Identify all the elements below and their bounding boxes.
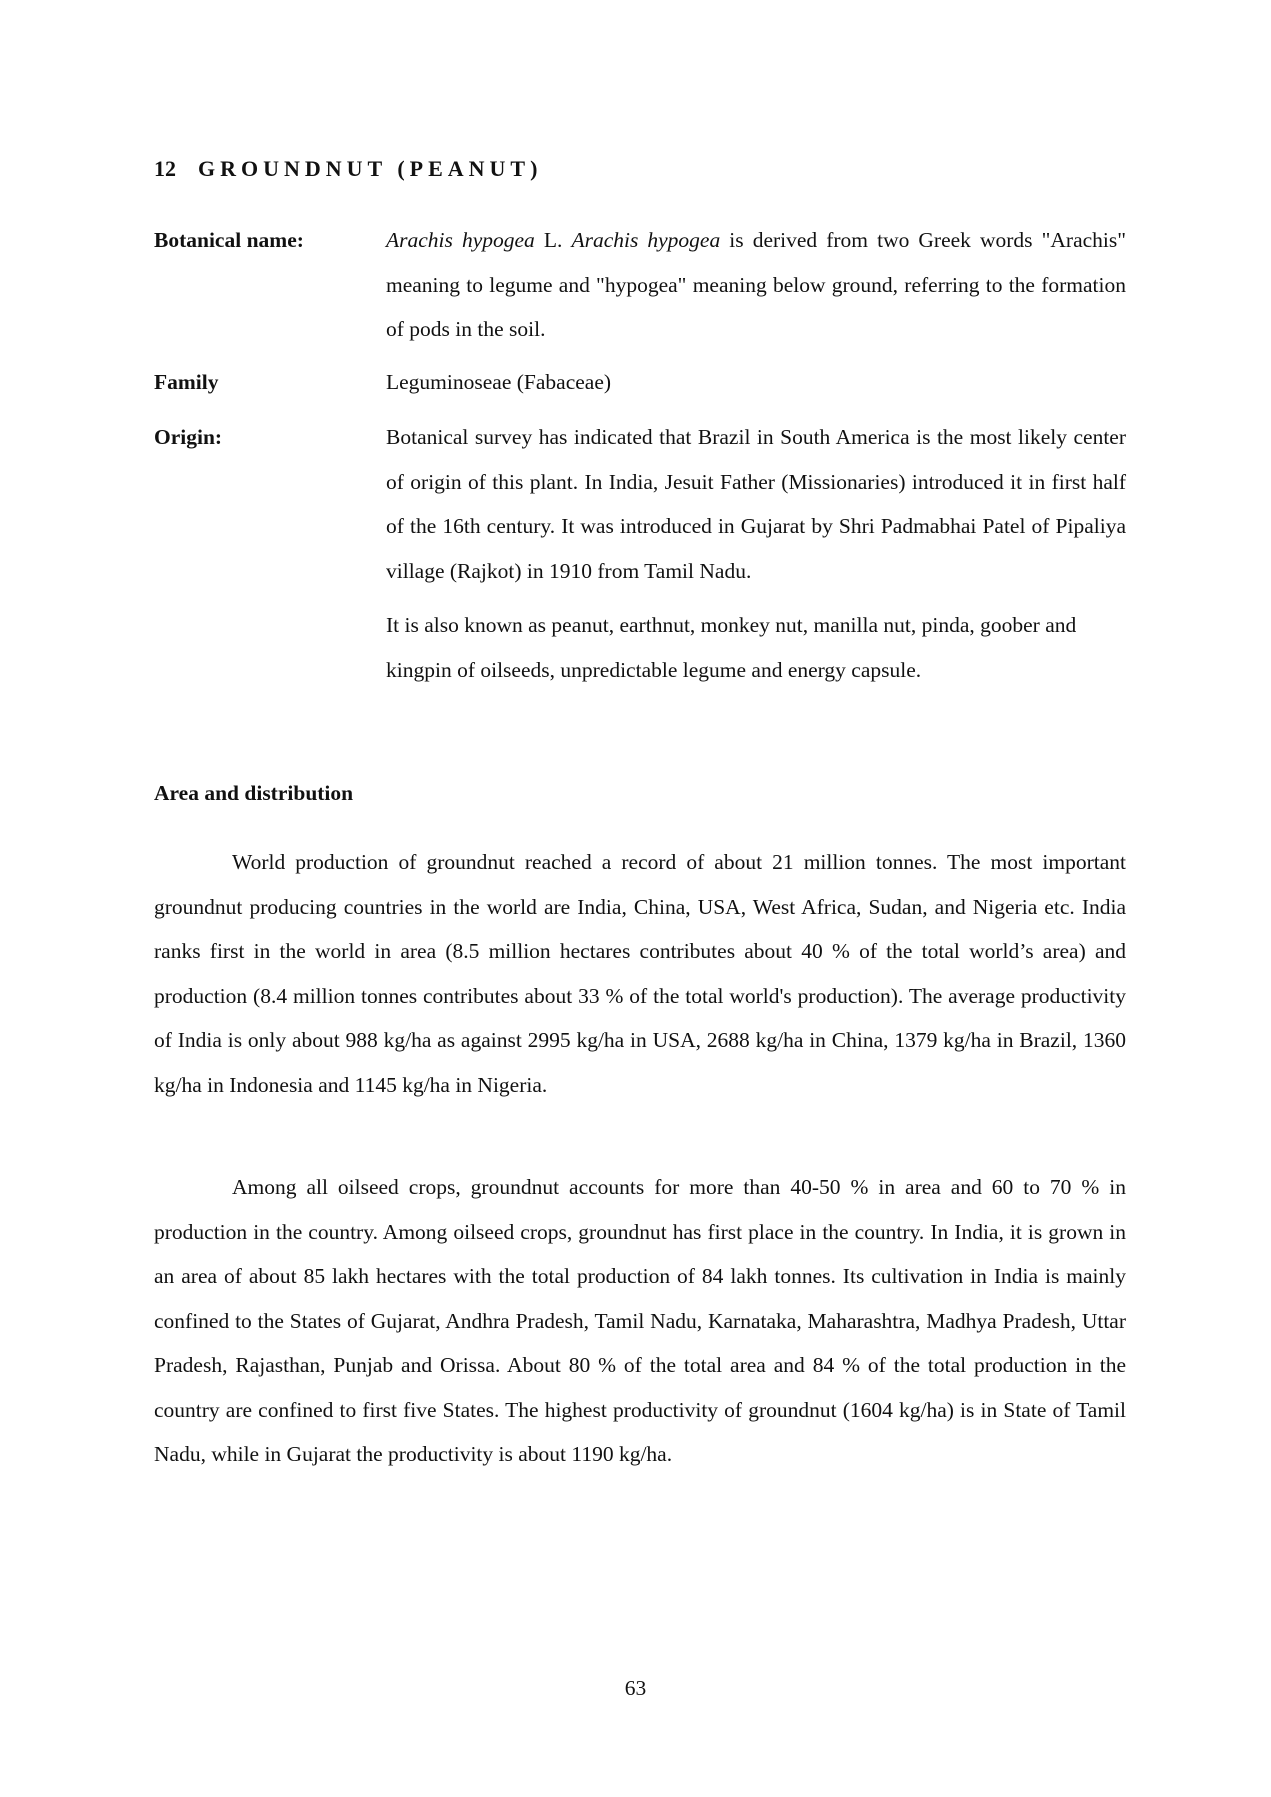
definition-label: Origin: [154,425,223,449]
chapter-heading [154,156,542,182]
paragraph: World production of groundnut reached a record of about 21 million tonnes. The most important groundnut producing countries in the world are India, China, USA, West Africa, Sudan, and Nigeria etc. India ranks first in the world in area (8.5 million hectares contributes about 40 % of the total world’s area) and production (8.4 million tonnes contributes about 33 % of the total world's production). The average productivity of India is only about 988 kg/ha as against 2995 kg/ha in USA, 2688 kg/ha in China, 1379 kg/ha in Brazil, 1360 kg/ha in Indonesia and 1145 kg/ha in Nigeria. [154,850,1126,1097]
definition-value [386,218,1126,352]
chapter-number: 12 [154,156,176,181]
definition-label: Botanical name: [154,228,304,252]
paragraph: Among all oilseed crops, groundnut accounts for more than 40-50 % in area and 60 to 70 % in production in the country. Among oilseed crops, groundnut has first place in the country. In India, it is grown in an area of about 85 lakh hectares with the total production of 84 lakh tonnes. Its cultivation in India is mainly confined to the States of Gujarat, Andhra Pradesh, Tamil Nadu, Karnataka, Maharashtra, Madhya Pradesh, Uttar Pradesh, Rajasthan, Punjab and Orissa. About 80 % of the total area and 84 % of the total production in the country are confined to first five States. The highest productivity of groundnut (1604 kg/ha) is in State of Tamil Nadu, while in Gujarat the productivity is about 1190 kg/ha. [154,1175,1126,1466]
etymology-text: is derived from two Greek words "Arachis" meaning to legume and "hypogea" meaning below ground, referring to the formation of pods in the soil. [386,228,1127,341]
section-heading: Area and distribution [154,781,354,805]
page-number: 63 [624,1676,647,1700]
definition-label: Family [154,370,219,394]
family-text: Leguminoseae (Fabaceae) [386,370,612,394]
origin-text: Botanical survey has indicated that Brazil in South America is the most likely center of origin of this plant. In India, Jesuit Father (Missionaries) introduced it in first half of the 16th century. It was introduced in Gujarat by Shri Padmabhai Patel of Pipaliya village (Rajkot) in 1910 from Tamil Nadu. [386,425,1126,583]
author-abbrev: L. [534,228,572,252]
common-names-text: It is also known as peanut, earthnut, monkey nut, manilla nut, pinda, goober and kingpin of oilseeds, unpredictable legume and energy capsule. [386,613,1077,682]
definition-value [386,360,1126,405]
scientific-name: Arachis hypogea [571,228,721,252]
definition-value [386,415,1126,692]
scientific-name: Arachis hypogea [386,228,535,252]
chapter-title: GROUNDNUT (PEANUT) [198,156,543,181]
